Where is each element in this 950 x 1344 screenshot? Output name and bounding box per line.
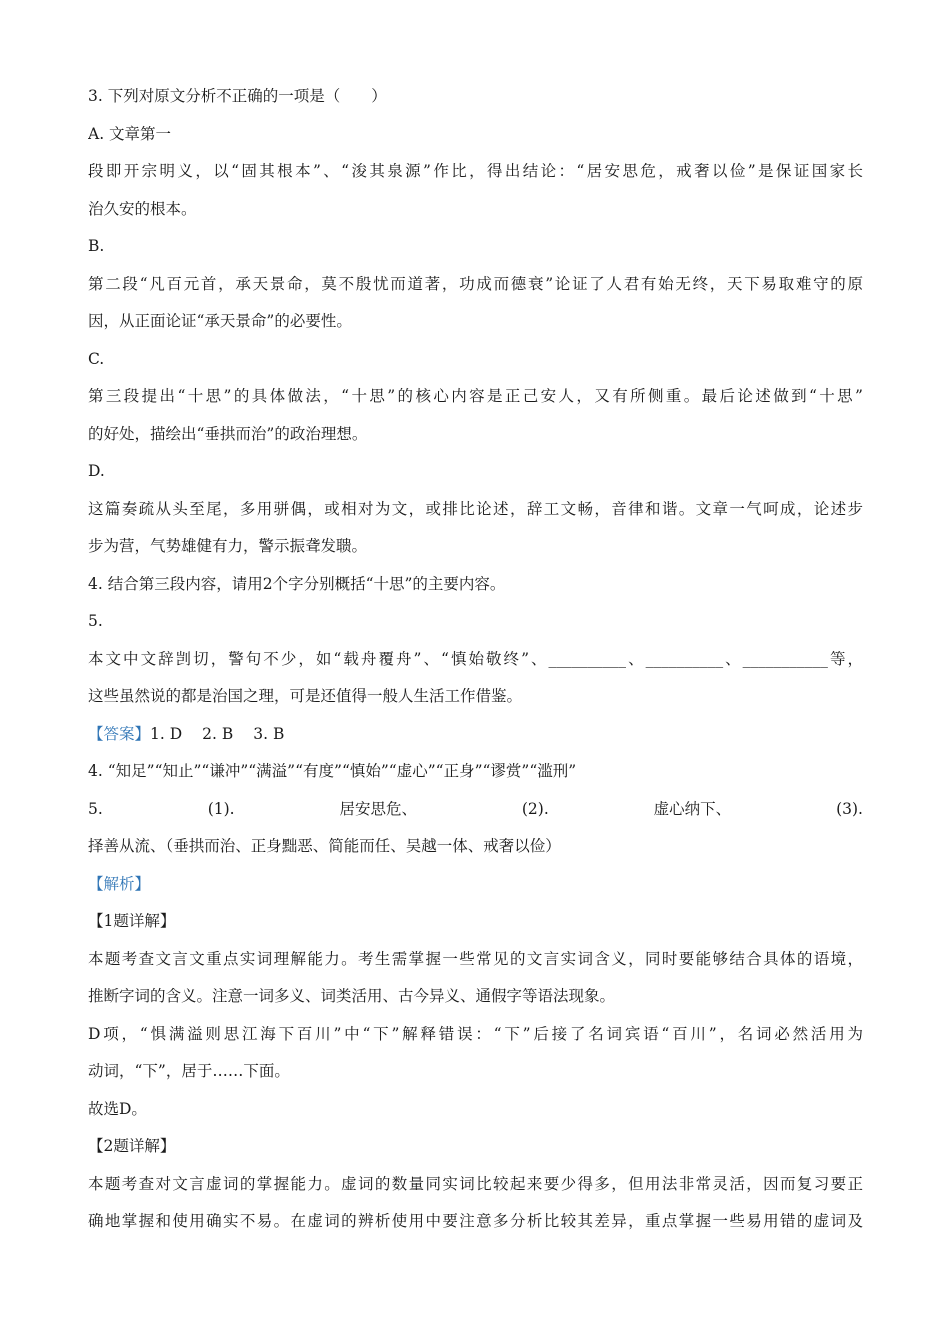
q4-stem: 4. 结合第三段内容，请用2个字分别概括“十思”的主要内容。 [88,574,506,593]
analysis-tag: 【解析】 [88,874,151,893]
answer-5-blank-3-num: (3). [836,799,863,818]
q5-label: 5. [88,612,103,630]
q3-option-d-text-2: 步为营，气势雄健有力，警示振聋发聩。 [88,537,368,555]
analysis-1-text-3: D项，“惧满溢则思江海下百川”中“下”解释错误：“下”后接了名词宾语“百川”，名词必然活用为 [88,1024,863,1043]
analysis-2-text-2: 确地掌握和使用确实不易。在虚词的辨析使用中要注意多分析比较其差异，重点掌握一些易用错的虚词及 [88,1212,863,1230]
q3-option-b-label: B. [88,237,105,255]
answer-5-blank-1-value: 居安思危、 [339,799,417,818]
analysis-1-text-1: 本题考查文言文重点实词理解能力。考生需掌握一些常见的文言实词含义，同时要能够结合具体的语境， [88,949,863,968]
answer-5-blank-1-num: (1). [207,799,235,818]
q3-option-a-text-1: 段即开宗明义，以“固其根本”、“浚其泉源”作比，得出结论：“居安思危，戒奢以俭”是保证国家长 [88,162,863,180]
answer-line [88,716,863,754]
analysis-1-text-5: 故选D。 [88,1099,147,1118]
q3-option-c-text-2: 的好处，描绘出“垂拱而治”的政治理想。 [88,424,368,443]
answer-tag: 【答案】 [88,724,151,743]
answer-3: 3. B [253,724,285,743]
q3-option-d-text-1: 这篇奏疏从头至尾，多用骈偶，或相对为文，或排比论述，辞工文畅，音律和谐。文章一气呵成，论述步 [88,499,863,518]
analysis-heading-1: 【1题详解】 [88,912,176,930]
document-page [88,78,863,1241]
answer-5-row [88,791,863,829]
q3-option-c-text-1: 第三段提出“十思”的具体做法，“十思”的核心内容是正己安人，又有所侧重。最后论述做到“十思” [88,387,863,405]
q5-text-1: 本文中文辞剀切，警句不少，如“载舟覆舟”、“慎始敬终”、__________、__________、___________等， [88,649,863,668]
analysis-heading-2: 【2题详解】 [88,1137,176,1155]
q3-stem: 3. 下列对原文分析不正确的一项是（ ） [88,87,387,105]
q3-option-b-text-2: 因，从正面论证“承天景命”的必要性。 [88,312,352,330]
analysis-1-text-4: 动词，“下”，居于……下面。 [88,1062,290,1080]
answer-5-blank-3-value: 择善从流、（垂拱而治、正身黜恶、简能而任、吴越一体、戒奢以俭） [88,837,561,855]
q3-option-a-text-2: 治久安的根本。 [88,199,197,218]
answer-1: 1. D [150,724,183,743]
answer-5-blank-2-num: (2). [521,799,549,818]
answer-5-label: 5. [88,799,103,818]
answer-2: 2. B [202,724,234,743]
q5-text-2: 这些虽然说的都是治国之理，可是还值得一般人生活工作借鉴。 [88,687,523,705]
q3-option-c-label: C. [88,349,105,368]
answer-4: 4. “知足”“知止”“谦冲”“满溢”“有度”“慎始”“虚心”“正身”“谬赏”“滥刑” [88,762,577,780]
analysis-2-text-1: 本题考查对文言虚词的掌握能力。虚词的数量同实词比较起来要少得多，但用法非常灵活，因而复习要正 [88,1174,863,1193]
q3-option-a-label: A. 文章第一 [88,124,172,143]
answer-5-blank-2-value: 虚心纳下、 [653,799,732,818]
analysis-1-text-2: 推断字词的含义。注意一词多义、词类活用、古今异义、通假字等语法现象。 [88,987,616,1005]
q3-option-b-text-1: 第二段“凡百元首，承天景命，莫不殷忧而道著，功成而德衰”论证了人君有始无终，天下易取难守的原 [88,274,863,293]
q3-option-d-label: D. [88,462,105,480]
